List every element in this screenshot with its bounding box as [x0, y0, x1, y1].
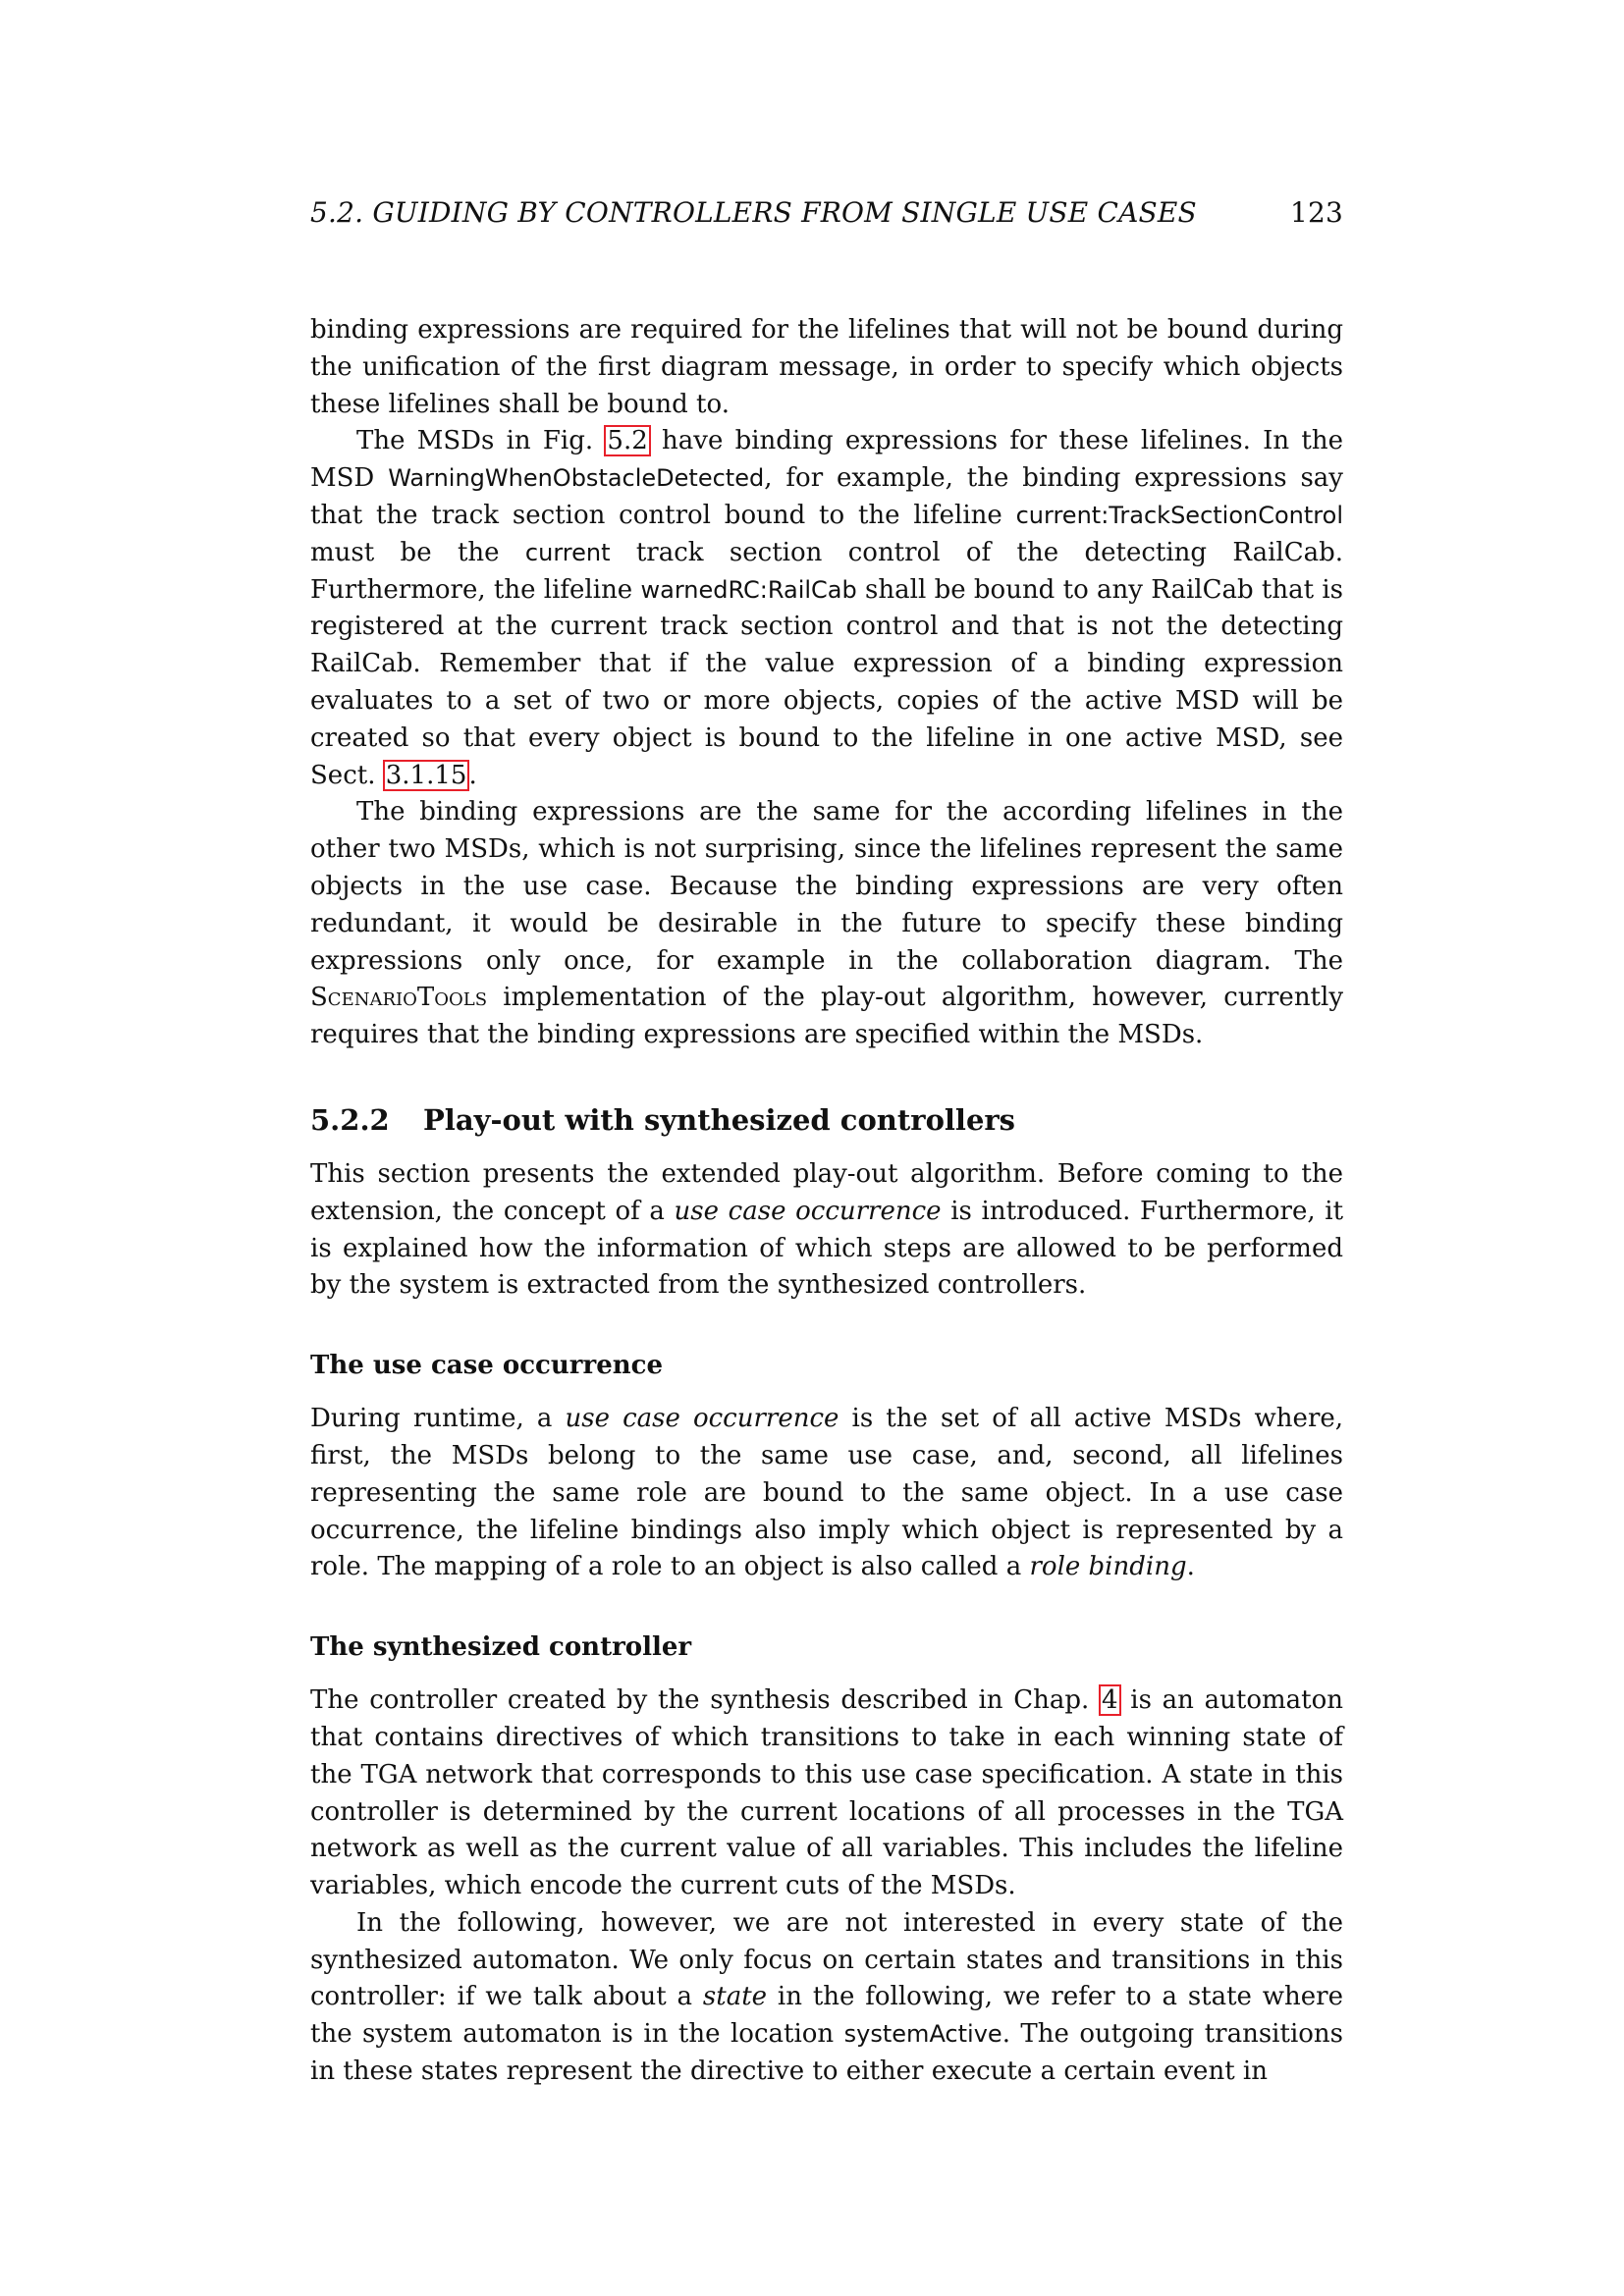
- text-run: . The outgoing transitions in these states represent the directive to either execute a certain event in: [310, 2019, 1344, 2087]
- tool-name: ScenarioTools: [310, 983, 488, 1013]
- code-term-lifeline: current:TrackSectionControl: [1015, 501, 1343, 529]
- text-run: This section presents the extended play-out algorithm. Before coming to the extension, the concept of a: [310, 1158, 1343, 1226]
- text-run: implementation of the play-out algorithm, however, currently requires that the binding expressions are specified within the MSDs.: [310, 983, 1344, 1050]
- text-run: shall be bound to any RailCab that is registered at the current track section control and that is not the detecting RailCab. Remember that if the value expression of a binding expression evaluates to a set of two or more objects, copies of the active MSD will be created so that every object is bound to the lifeline in one active MSD, see Sect.: [310, 574, 1344, 790]
- paragraph-1: [310, 312, 1343, 423]
- running-header: [310, 196, 1343, 236]
- code-term-warned-lifeline: warnedRC:RailCab: [640, 575, 857, 604]
- text-run: must be the: [310, 537, 500, 567]
- text-run: .: [1186, 1552, 1195, 1582]
- paragraph-2: [310, 423, 1343, 794]
- section-reference-link[interactable]: 3.1.15: [385, 760, 467, 790]
- subsection-heading-use-case-occurrence: The use case occurrence: [310, 1351, 664, 1381]
- section-number: 5.2.2: [310, 1102, 390, 1137]
- chapter-reference-link[interactable]: 4: [1102, 1685, 1118, 1716]
- code-term-location: systemActive: [843, 2020, 1002, 2049]
- emphasis-term: state: [702, 1982, 768, 2012]
- text-run: track section control of the detecting RailCab. Furthermore, the lifeline: [310, 537, 1344, 605]
- emphasis-term: use case occurrence: [565, 1404, 839, 1434]
- text-run: , for example, the binding expressions say that the track section control bound to the lifeline: [310, 463, 1343, 530]
- emphasis-term: role binding: [1029, 1552, 1187, 1582]
- text-run: The MSDs in Fig.: [356, 426, 594, 456]
- text-run: The controller created by the synthesis described in Chap.: [310, 1685, 1090, 1716]
- paragraph-1-text: binding expressions are required for the lifelines that will not be bound during the unification of the first diagram message, in order to specify which objects these lifelines shall be bound to.: [310, 315, 1343, 419]
- paragraph-7: [310, 1905, 1343, 2091]
- text-run: .: [468, 760, 477, 790]
- paragraph-5: [310, 1401, 1343, 1586]
- text-run: is the set of all active MSDs where, first, the MSDs belong to the same use case, and, second, all lifelines representing the same role are bound to the same object. In a use case occurrence, the lifeline bindings also imply which object is represented by a role. The mapping of a role to an object is also called a: [310, 1404, 1344, 1582]
- section-heading: [310, 1101, 1343, 1139]
- paragraph-3: [310, 794, 1343, 1054]
- emphasis-term: use case occurrence: [674, 1196, 942, 1226]
- text-run: in the following, we refer to a state where the system automaton is in the location: [310, 1982, 1343, 2050]
- text-run: is an automaton that contains directives of which transitions to take in each winning state of the TGA network that corresponds to this use case specification. A state in this controller is determined by the current locations of all processes in the TGA network as well as the current value of all variables. This includes the lifeline variables, which encode the current cuts of the MSDs.: [310, 1685, 1343, 1901]
- figure-reference-link[interactable]: 5.2: [607, 426, 648, 456]
- text-run: During runtime, a: [310, 1404, 553, 1434]
- subsection-heading-synthesized-controller: The synthesized controller: [310, 1632, 692, 1663]
- text-run: The binding expressions are the same for the according lifelines in the other two MSDs, which is not surprising, since the lifelines represent the same objects in the use case. Because the binding expressions are very often redundant, it would be desirable in the future to specify these binding expressions only once, for example in the collaboration diagram. The: [310, 797, 1343, 976]
- paragraph-4: [310, 1156, 1343, 1305]
- body-text: [310, 312, 1343, 2091]
- text-run: is introduced. Furthermore, it is explained how the information of which steps are allowed to be performed by the system is extracted from the synthesized controllers.: [310, 1196, 1344, 1301]
- paragraph-6: [310, 1682, 1343, 1905]
- page-number: 123: [1289, 196, 1343, 229]
- code-term-msd-name: WarningWhenObstacleDetected: [388, 464, 765, 493]
- section-title: Play-out with synthesized controllers: [423, 1102, 1015, 1137]
- text-run: have binding expressions for these lifelines. In the MSD: [310, 426, 1344, 494]
- code-term-current: current: [524, 538, 611, 566]
- text-run: In the following, however, we are not interested in every state of the synthesized automaton. We only focus on certain states and transitions in this controller: if we talk about a: [310, 1907, 1343, 2012]
- running-header-title: 5.2. GUIDING BY CONTROLLERS FROM SINGLE USE CASES: [310, 196, 1197, 229]
